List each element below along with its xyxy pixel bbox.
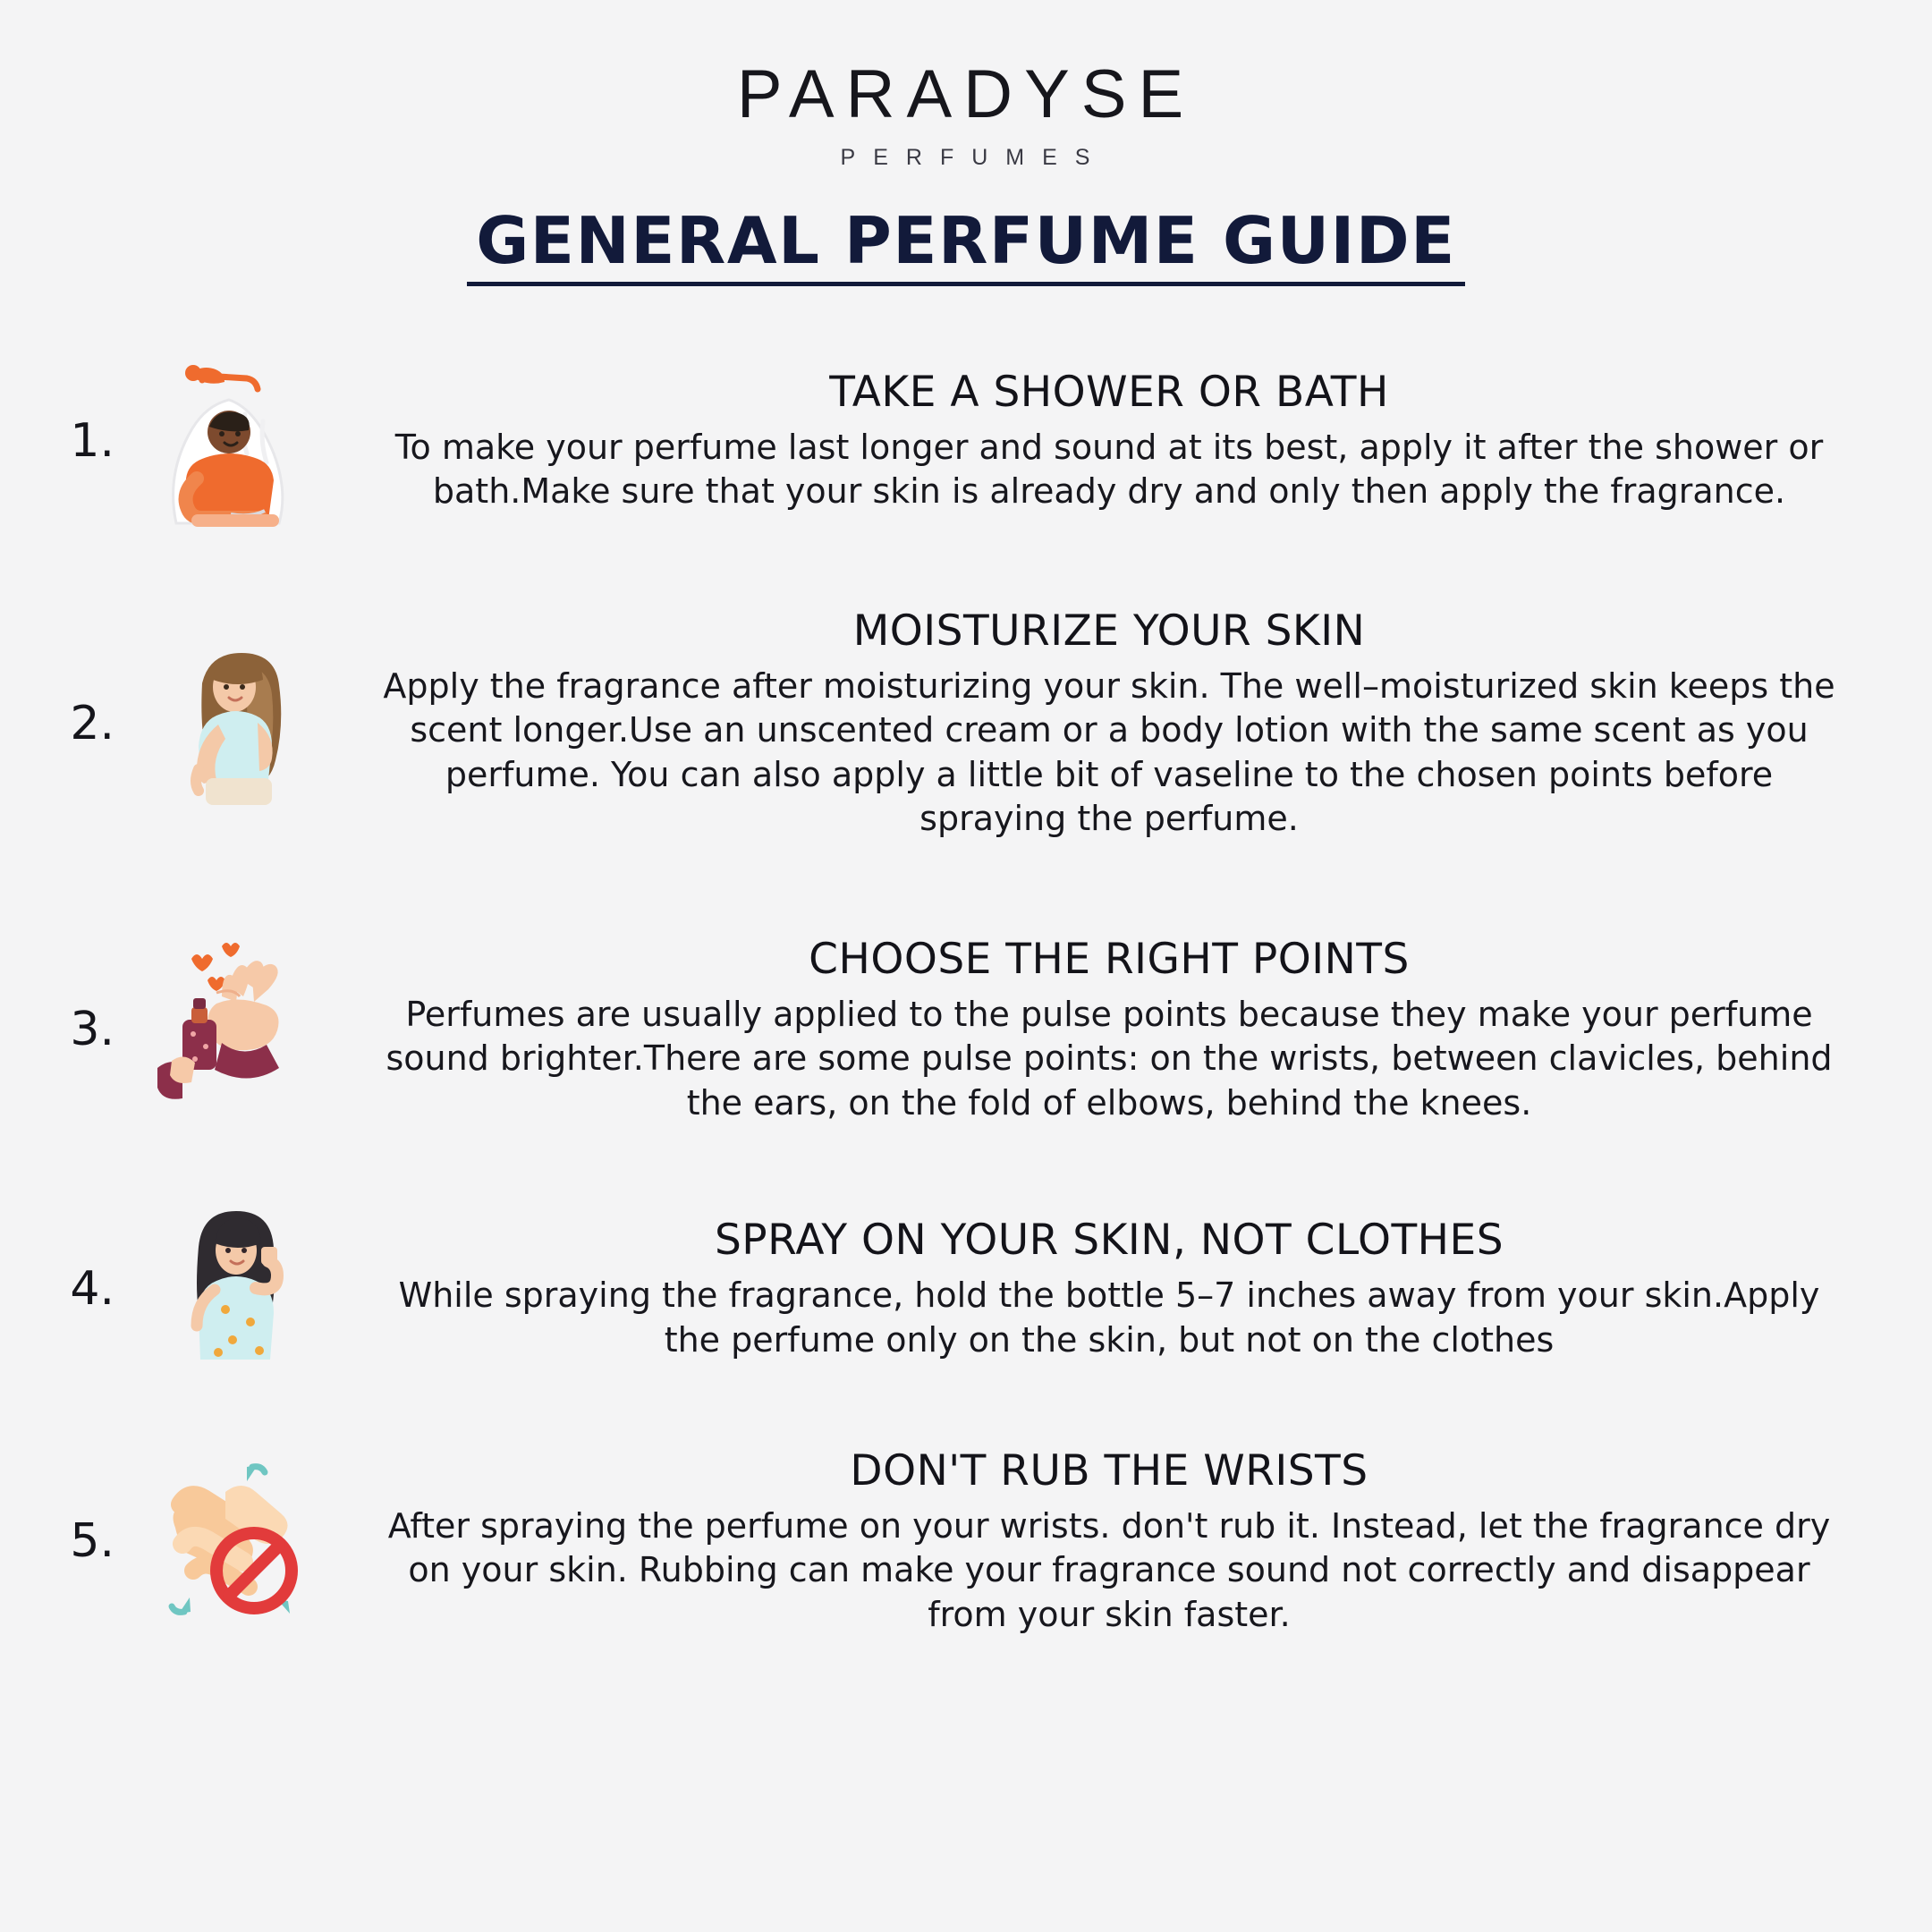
step-heading: MOISTURIZE YOUR SKIN <box>852 606 1366 656</box>
step-body <box>354 1216 1878 1362</box>
list-item <box>54 1186 1878 1392</box>
woman-spraying-neck-icon <box>131 1186 354 1392</box>
step-number: 1. <box>70 413 114 468</box>
no-rubbing-hands-icon <box>131 1438 354 1644</box>
woman-moisturizing-arm-icon <box>131 621 354 826</box>
step-number: 3. <box>70 1003 114 1057</box>
step-text: After spraying the perfume on your wrists. don't rub it. Instead, let the fragrance dry on your skin. Rubbing can make your fragrance sound not correctly and disappear from your skin faster. <box>387 1505 1831 1634</box>
step-heading: SPRAY ON YOUR SKIN, NOT CLOTHES <box>714 1216 1504 1266</box>
list-item <box>54 606 1878 842</box>
list-item <box>54 1438 1878 1644</box>
steps-list <box>54 338 1878 1645</box>
step-text: While spraying the fragrance, hold the bottle 5–7 inches away from your skin.Apply the perfume only on the skin, but not on the clothes <box>398 1275 1820 1360</box>
step-number: 5. <box>70 1514 114 1569</box>
step-text: To make your perfume last longer and sound at its best, apply it after the shower or bath.Make sure that your skin is already dry and only then apply the fragrance. <box>394 427 1824 512</box>
step-text: Apply the fragrance after moisturizing your skin. The well–moisturized skin keeps the scent longer.Use an unscented cream or a body lotion with the same scent as you perfume. You can also apply a little bit of vaseline to the chosen points before spraying the perfume. <box>383 665 1835 838</box>
step-body <box>354 606 1878 842</box>
step-text: Perfumes are usually applied to the pulse points because they make your perfume sound brighter.There are some pulse points: on the wrists, between clavicles, behind the ears, on the fold of elbows, behind the knees. <box>386 994 1833 1123</box>
step-body <box>354 368 1878 514</box>
shower-person-icon <box>131 338 354 544</box>
step-body <box>354 935 1878 1125</box>
brand-name: PARADYSE <box>736 56 1196 132</box>
spraying-wrist-icon <box>131 927 354 1132</box>
step-number: 2. <box>70 697 114 751</box>
step-body <box>354 1446 1878 1637</box>
list-item <box>54 927 1878 1132</box>
list-item <box>54 338 1878 544</box>
step-heading: CHOOSE THE RIGHT POINTS <box>809 934 1410 984</box>
brand-header <box>736 56 1196 170</box>
step-number: 4. <box>70 1262 114 1317</box>
brand-subtitle: PERFUMES <box>840 145 1108 170</box>
step-heading: DON'T RUB THE WRISTS <box>850 1445 1368 1496</box>
step-heading: TAKE A SHOWER OR BATH <box>829 367 1389 417</box>
page-title: GENERAL PERFUME GUIDE <box>467 207 1465 286</box>
